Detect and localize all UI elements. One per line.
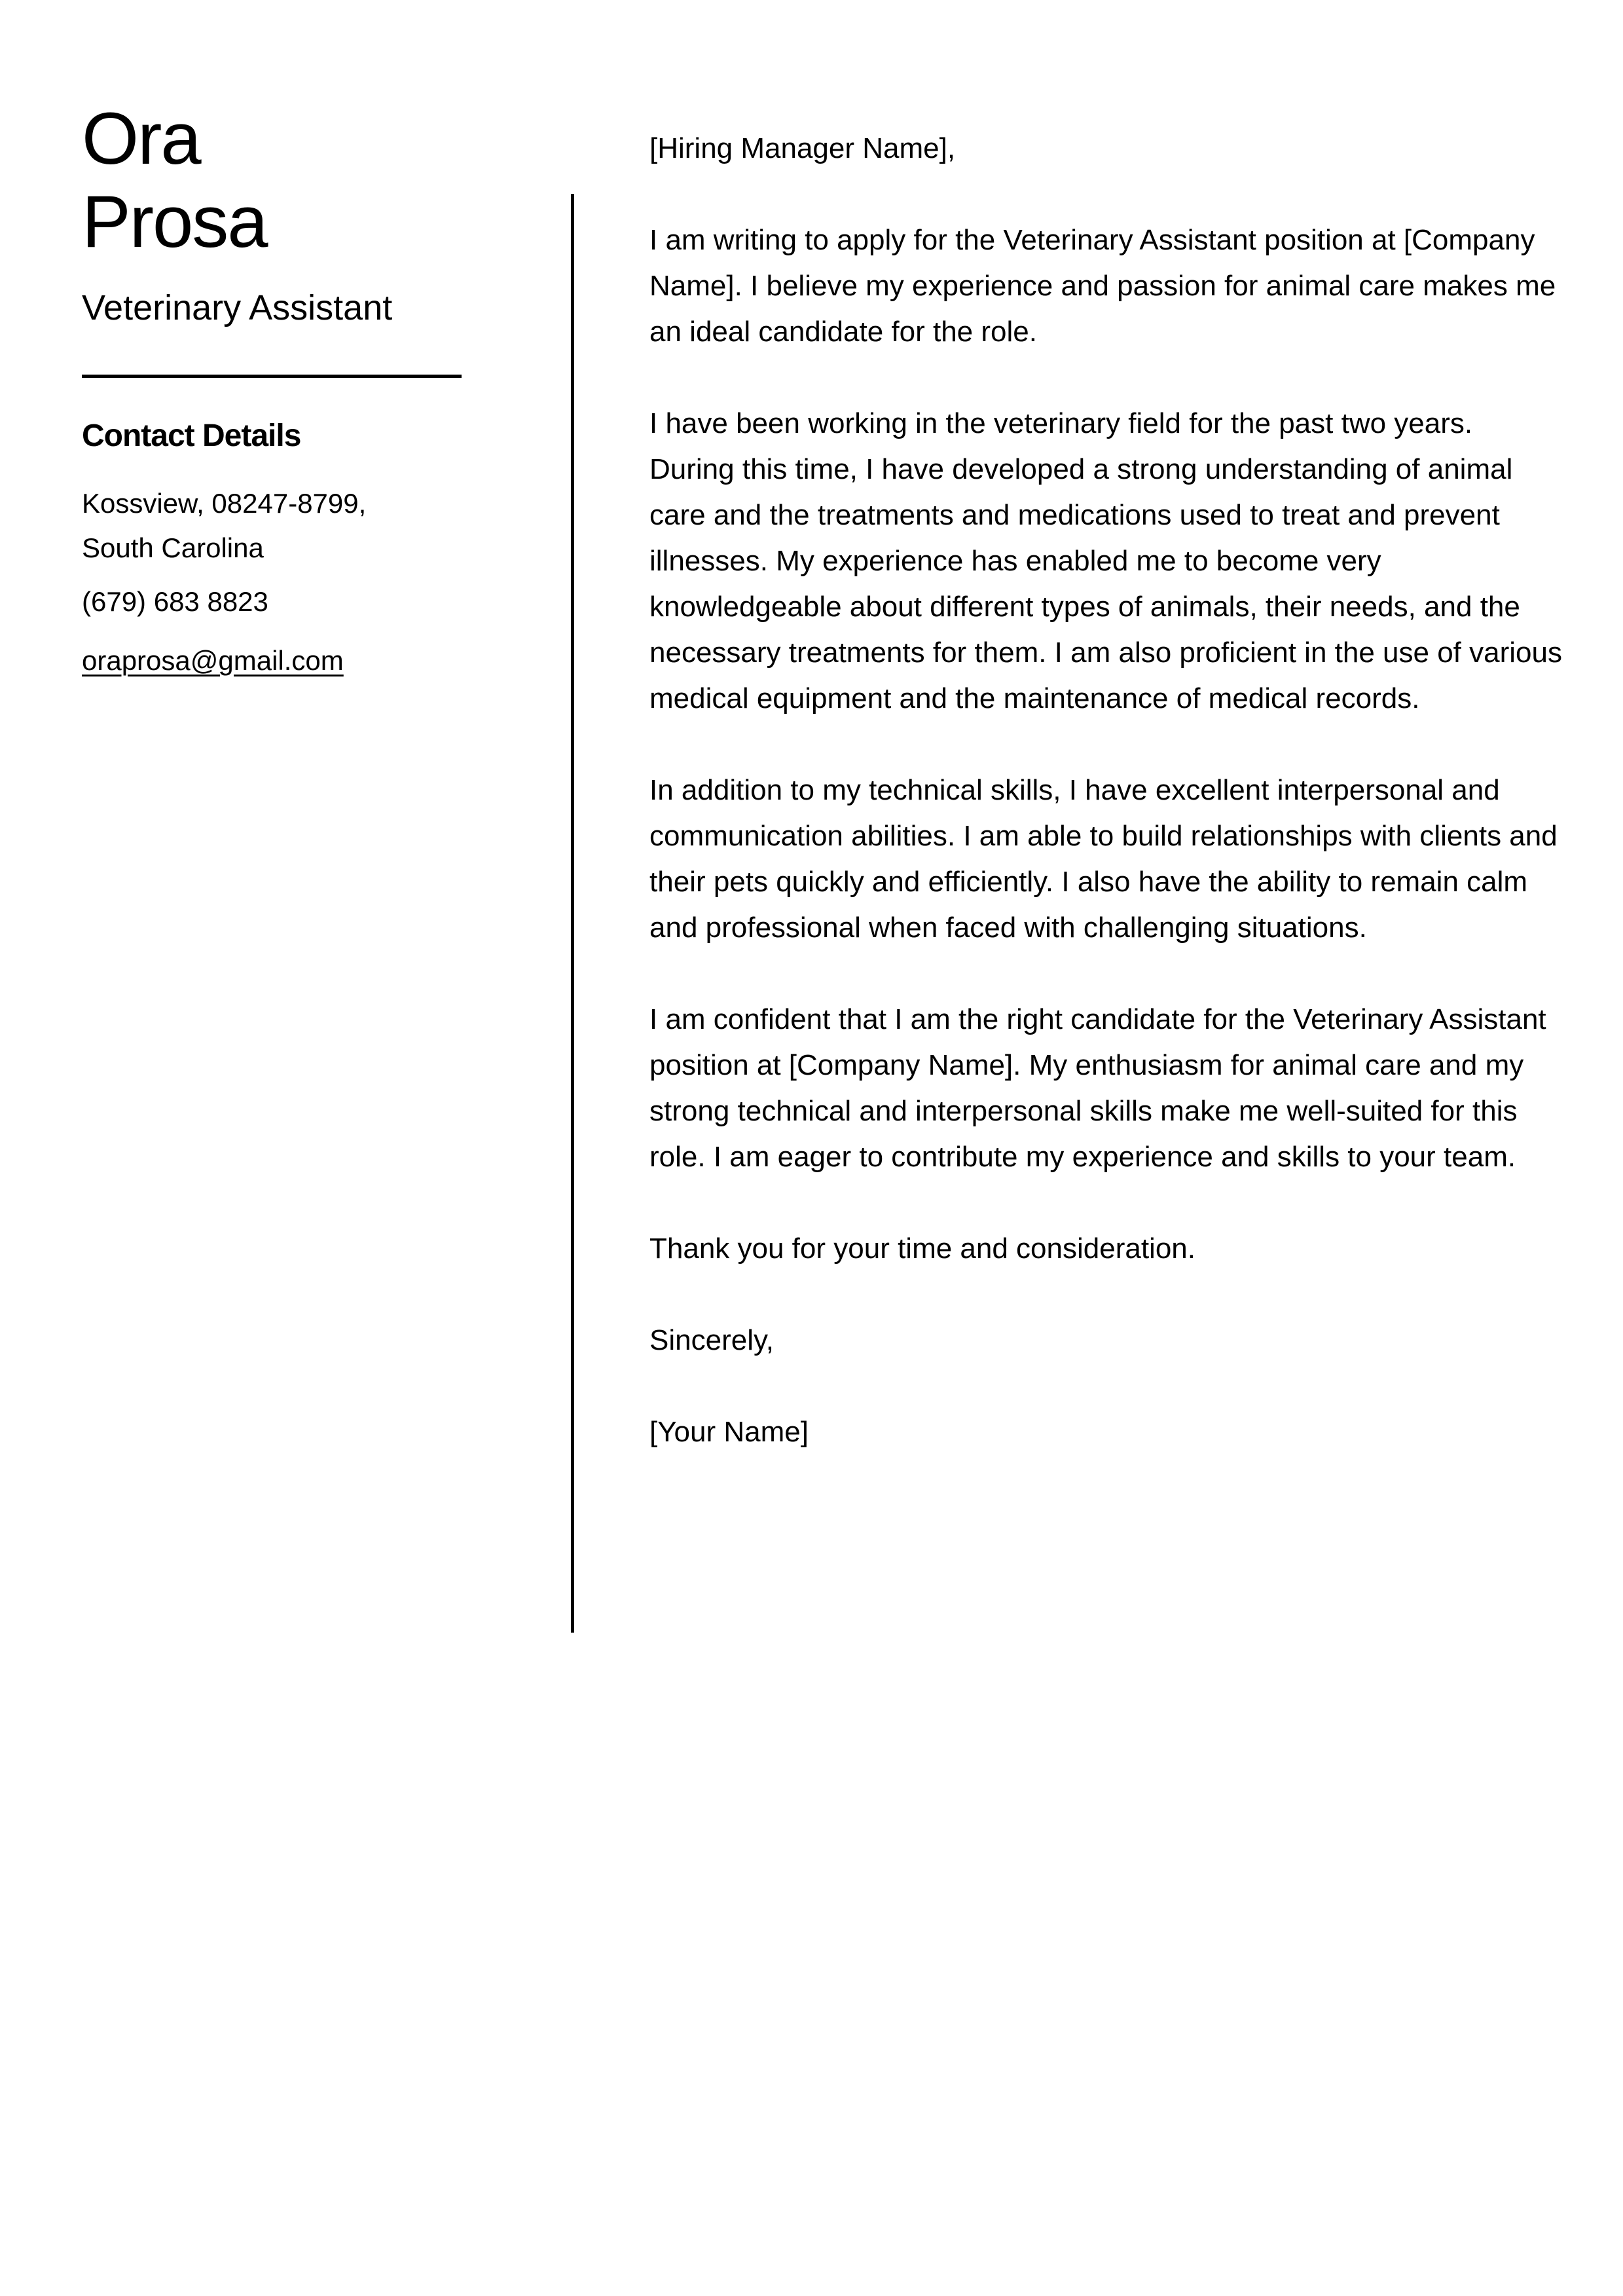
contact-details-heading: Contact Details <box>82 418 301 453</box>
vertical-divider <box>571 194 574 1633</box>
address <box>82 481 527 570</box>
signoff: Sincerely, <box>649 1324 774 1356</box>
letter-body <box>649 126 1565 1455</box>
salutation: [Hiring Manager Name], <box>649 132 956 164</box>
address-line-2: South Carolina <box>82 532 264 563</box>
phone-number: (679) 683 8823 <box>82 586 268 617</box>
applicant-first-name: Ora <box>82 98 200 179</box>
letter-paragraph-4: I am confident that I am the right candidate for the Veterinary Assistant position at [Company Name]. My enthusiasm for animal care and my strong technical and interpersonal skills make me well-suited for this role. I am eager to contribute my experience and skills to your team. <box>649 1003 1546 1173</box>
email-link[interactable]: oraprosa@gmail.com <box>82 645 344 676</box>
signature-name: [Your Name] <box>649 1416 809 1448</box>
letter-paragraph-3: In addition to my technical skills, I have excellent interpersonal and communication abilities. I am able to build relationships with clients and their pets quickly and efficiently. I also have the ability to remain calm and professional when faced with challenging situations. <box>649 774 1558 944</box>
applicant-last-name: Prosa <box>82 181 267 263</box>
address-line-1: Kossview, 08247-8799, <box>82 488 367 519</box>
applicant-name <box>82 97 527 263</box>
letter-paragraph-2: I have been working in the veterinary field for the past two years. During this time, I have developed a strong understanding of animal care and the treatments and medications used to treat and prevent illnesses. My experience has enabled me to become very knowledgeable about different types of animals, their needs, and the necessary treatments for them. I am also proficient in the use of various medical equipment and the maintenance of medical records. <box>649 407 1562 714</box>
sidebar <box>82 97 527 683</box>
title-divider-rule <box>82 375 462 378</box>
thanks-line: Thank you for your time and consideration. <box>649 1232 1196 1265</box>
letter-paragraph-1: I am writing to apply for the Veterinary Assistant position at [Company Name]. I believe my experience and passion for animal care makes me an ideal candidate for the role. <box>649 224 1556 348</box>
job-title: Veterinary Assistant <box>82 288 393 327</box>
